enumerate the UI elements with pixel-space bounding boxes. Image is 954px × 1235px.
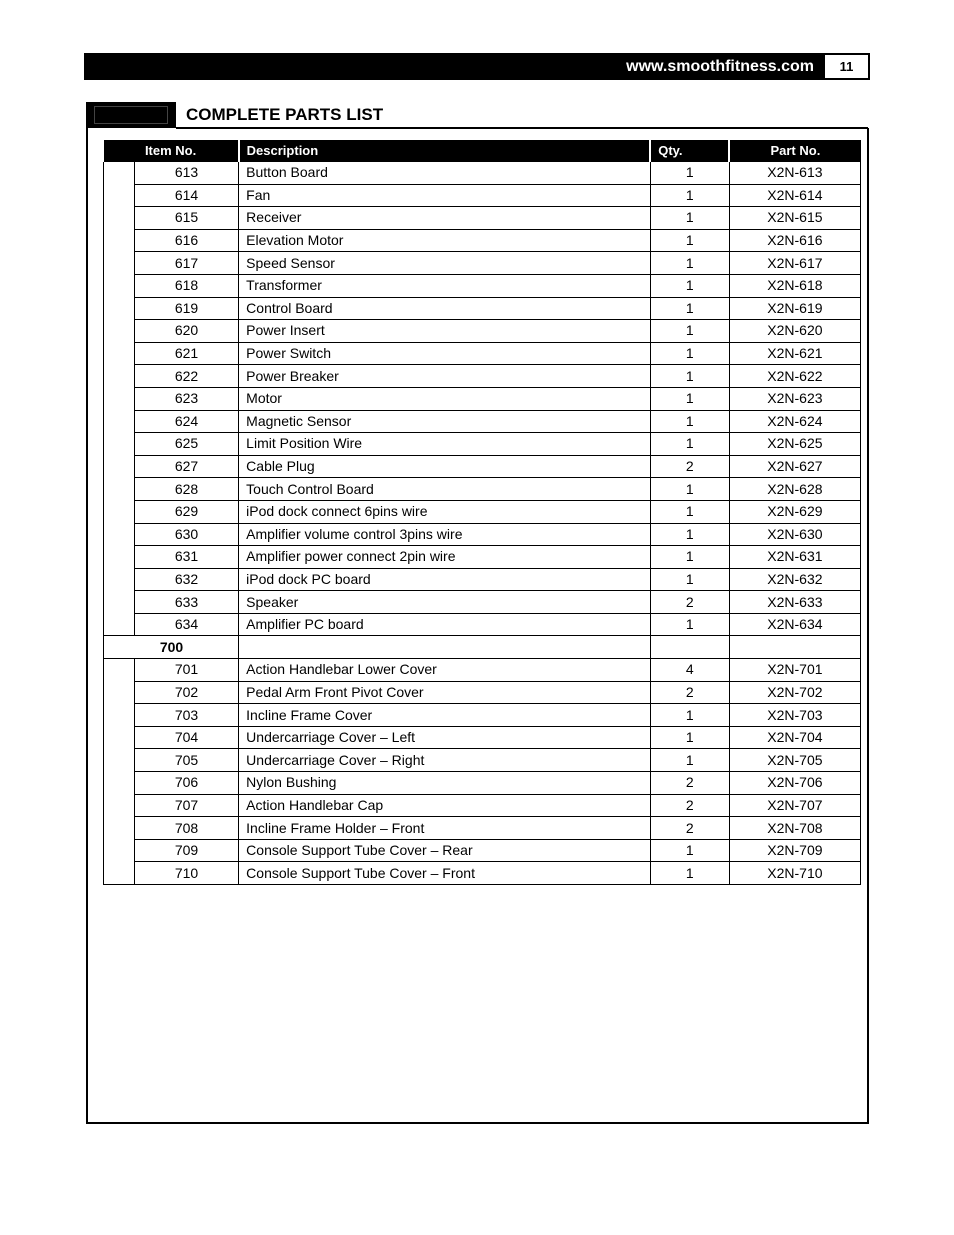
description-cell: Undercarriage Cover – Left bbox=[239, 726, 651, 749]
quantity-cell: 1 bbox=[650, 162, 729, 185]
part-number-cell: X2N-710 bbox=[729, 862, 860, 885]
description-cell: Amplifier volume control 3pins wire bbox=[239, 523, 651, 546]
quantity-cell: 1 bbox=[650, 546, 729, 569]
table-row bbox=[104, 365, 861, 388]
quantity-cell: 1 bbox=[650, 342, 729, 365]
table-row bbox=[104, 455, 861, 478]
part-number-cell: X2N-702 bbox=[729, 681, 860, 704]
quantity-cell: 2 bbox=[650, 817, 729, 840]
description-cell: Console Support Tube Cover – Rear bbox=[239, 839, 651, 862]
part-number-cell: X2N-704 bbox=[729, 726, 860, 749]
item-number-cell: 618 bbox=[135, 274, 239, 297]
indent-cell bbox=[104, 817, 135, 840]
item-number-cell: 631 bbox=[135, 546, 239, 569]
indent-cell bbox=[104, 433, 135, 456]
description-cell: Button Board bbox=[239, 162, 651, 185]
description-cell: iPod dock connect 6pins wire bbox=[239, 500, 651, 523]
quantity-cell: 1 bbox=[650, 410, 729, 433]
description-cell: Magnetic Sensor bbox=[239, 410, 651, 433]
item-number-cell: 708 bbox=[135, 817, 239, 840]
indent-cell bbox=[104, 478, 135, 501]
page-number: 11 bbox=[824, 55, 868, 78]
item-number-cell: 629 bbox=[135, 500, 239, 523]
part-number-cell: X2N-633 bbox=[729, 591, 860, 614]
indent-cell bbox=[104, 274, 135, 297]
table-row bbox=[104, 207, 861, 230]
part-number-cell: X2N-620 bbox=[729, 320, 860, 343]
indent-cell bbox=[104, 749, 135, 772]
indent-cell bbox=[104, 320, 135, 343]
part-number-cell: X2N-708 bbox=[729, 817, 860, 840]
item-number-cell: 613 bbox=[135, 162, 239, 185]
table-row bbox=[104, 568, 861, 591]
part-number-cell: X2N-709 bbox=[729, 839, 860, 862]
quantity-cell: 2 bbox=[650, 794, 729, 817]
quantity-cell: 1 bbox=[650, 320, 729, 343]
part-number-cell: X2N-631 bbox=[729, 546, 860, 569]
quantity-cell: 1 bbox=[650, 184, 729, 207]
quantity-cell: 1 bbox=[650, 568, 729, 591]
table-row bbox=[104, 433, 861, 456]
item-number-cell: 616 bbox=[135, 229, 239, 252]
section-title: COMPLETE PARTS LIST bbox=[186, 105, 384, 124]
group-row bbox=[104, 636, 861, 659]
indent-cell bbox=[104, 365, 135, 388]
item-number-cell: 621 bbox=[135, 342, 239, 365]
item-number-cell: 709 bbox=[135, 839, 239, 862]
description-cell: Nylon Bushing bbox=[239, 772, 651, 795]
item-number-cell: 624 bbox=[135, 410, 239, 433]
table-row bbox=[104, 320, 861, 343]
item-number-cell: 707 bbox=[135, 794, 239, 817]
indent-cell bbox=[104, 252, 135, 275]
item-number-cell: 633 bbox=[135, 591, 239, 614]
item-number-cell: 703 bbox=[135, 704, 239, 727]
indent-cell bbox=[104, 410, 135, 433]
description-cell: Console Support Tube Cover – Front bbox=[239, 862, 651, 885]
part-number-cell: X2N-707 bbox=[729, 794, 860, 817]
description-cell: Pedal Arm Front Pivot Cover bbox=[239, 681, 651, 704]
quantity-cell: 1 bbox=[650, 274, 729, 297]
part-number-cell: X2N-629 bbox=[729, 500, 860, 523]
table-row bbox=[104, 681, 861, 704]
description-cell: Undercarriage Cover – Right bbox=[239, 749, 651, 772]
empty-cell bbox=[239, 636, 651, 659]
indent-cell bbox=[104, 523, 135, 546]
indent-cell bbox=[104, 794, 135, 817]
part-number-cell: X2N-632 bbox=[729, 568, 860, 591]
indent-cell bbox=[104, 704, 135, 727]
indent-cell bbox=[104, 659, 135, 682]
indent-cell bbox=[104, 162, 135, 185]
table-row bbox=[104, 862, 861, 885]
part-number-cell: X2N-619 bbox=[729, 297, 860, 320]
item-number-cell: 630 bbox=[135, 523, 239, 546]
part-number-cell: X2N-615 bbox=[729, 207, 860, 230]
item-number-cell: 701 bbox=[135, 659, 239, 682]
indent-cell bbox=[104, 500, 135, 523]
description-cell: Action Handlebar Cap bbox=[239, 794, 651, 817]
table-row bbox=[104, 387, 861, 410]
part-number-cell: X2N-622 bbox=[729, 365, 860, 388]
description-cell: Amplifier power connect 2pin wire bbox=[239, 546, 651, 569]
part-number-cell: X2N-614 bbox=[729, 184, 860, 207]
table-row bbox=[104, 410, 861, 433]
quantity-cell: 1 bbox=[650, 613, 729, 636]
table-row bbox=[104, 591, 861, 614]
table-row bbox=[104, 726, 861, 749]
description-cell: Speaker bbox=[239, 591, 651, 614]
description-cell: Incline Frame Holder – Front bbox=[239, 817, 651, 840]
description-cell: Cable Plug bbox=[239, 455, 651, 478]
part-number-cell: X2N-623 bbox=[729, 387, 860, 410]
quantity-cell: 2 bbox=[650, 772, 729, 795]
part-number-cell: X2N-624 bbox=[729, 410, 860, 433]
table-row bbox=[104, 184, 861, 207]
table-row bbox=[104, 342, 861, 365]
quantity-cell: 1 bbox=[650, 749, 729, 772]
quantity-cell: 1 bbox=[650, 704, 729, 727]
indent-cell bbox=[104, 681, 135, 704]
indent-cell bbox=[104, 184, 135, 207]
empty-cell bbox=[729, 636, 860, 659]
indent-cell bbox=[104, 772, 135, 795]
indent-cell bbox=[104, 862, 135, 885]
indent-cell bbox=[104, 839, 135, 862]
table-row bbox=[104, 817, 861, 840]
table-row bbox=[104, 772, 861, 795]
group-label: 700 bbox=[104, 636, 239, 659]
indent-cell bbox=[104, 229, 135, 252]
indent-cell bbox=[104, 568, 135, 591]
table-row bbox=[104, 252, 861, 275]
description-cell: Touch Control Board bbox=[239, 478, 651, 501]
item-number-cell: 628 bbox=[135, 478, 239, 501]
part-number-cell: X2N-701 bbox=[729, 659, 860, 682]
indent-cell bbox=[104, 387, 135, 410]
item-number-cell: 634 bbox=[135, 613, 239, 636]
item-number-cell: 622 bbox=[135, 365, 239, 388]
part-number-cell: X2N-628 bbox=[729, 478, 860, 501]
indent-cell bbox=[104, 726, 135, 749]
indent-cell bbox=[104, 342, 135, 365]
table-row bbox=[104, 704, 861, 727]
part-number-cell: X2N-613 bbox=[729, 162, 860, 185]
description-cell: Limit Position Wire bbox=[239, 433, 651, 456]
indent-cell bbox=[104, 591, 135, 614]
column-header-part: Part No. bbox=[729, 140, 860, 162]
item-number-cell: 625 bbox=[135, 433, 239, 456]
item-number-cell: 623 bbox=[135, 387, 239, 410]
table-row bbox=[104, 500, 861, 523]
quantity-cell: 1 bbox=[650, 839, 729, 862]
quantity-cell: 1 bbox=[650, 478, 729, 501]
item-number-cell: 619 bbox=[135, 297, 239, 320]
table-row bbox=[104, 274, 861, 297]
part-number-cell: X2N-621 bbox=[729, 342, 860, 365]
part-number-cell: X2N-703 bbox=[729, 704, 860, 727]
description-cell: Incline Frame Cover bbox=[239, 704, 651, 727]
column-header-item: Item No. bbox=[104, 140, 239, 162]
part-number-cell: X2N-706 bbox=[729, 772, 860, 795]
part-number-cell: X2N-627 bbox=[729, 455, 860, 478]
description-cell: iPod dock PC board bbox=[239, 568, 651, 591]
quantity-cell: 1 bbox=[650, 252, 729, 275]
table-row bbox=[104, 546, 861, 569]
description-cell: Control Board bbox=[239, 297, 651, 320]
table-row bbox=[104, 297, 861, 320]
table-row bbox=[104, 229, 861, 252]
quantity-cell: 2 bbox=[650, 591, 729, 614]
table-row bbox=[104, 839, 861, 862]
table-row bbox=[104, 523, 861, 546]
quantity-cell: 1 bbox=[650, 523, 729, 546]
section-title-tab-inset bbox=[94, 106, 168, 124]
item-number-cell: 615 bbox=[135, 207, 239, 230]
table-row bbox=[104, 749, 861, 772]
item-number-cell: 702 bbox=[135, 681, 239, 704]
table-row bbox=[104, 659, 861, 682]
part-number-cell: X2N-634 bbox=[729, 613, 860, 636]
quantity-cell: 1 bbox=[650, 297, 729, 320]
item-number-cell: 614 bbox=[135, 184, 239, 207]
quantity-cell: 2 bbox=[650, 681, 729, 704]
description-cell: Speed Sensor bbox=[239, 252, 651, 275]
table-row bbox=[104, 478, 861, 501]
quantity-cell: 4 bbox=[650, 659, 729, 682]
item-number-cell: 632 bbox=[135, 568, 239, 591]
quantity-cell: 1 bbox=[650, 726, 729, 749]
table-row bbox=[104, 613, 861, 636]
description-cell: Action Handlebar Lower Cover bbox=[239, 659, 651, 682]
indent-cell bbox=[104, 207, 135, 230]
header-bar bbox=[84, 53, 870, 80]
table-row bbox=[104, 794, 861, 817]
part-number-cell: X2N-617 bbox=[729, 252, 860, 275]
indent-cell bbox=[104, 613, 135, 636]
description-cell: Amplifier PC board bbox=[239, 613, 651, 636]
column-header-description: Description bbox=[239, 140, 651, 162]
indent-cell bbox=[104, 455, 135, 478]
description-cell: Power Switch bbox=[239, 342, 651, 365]
item-number-cell: 617 bbox=[135, 252, 239, 275]
indent-cell bbox=[104, 297, 135, 320]
part-number-cell: X2N-630 bbox=[729, 523, 860, 546]
part-number-cell: X2N-616 bbox=[729, 229, 860, 252]
item-number-cell: 710 bbox=[135, 862, 239, 885]
website-url: www.smoothfitness.com bbox=[626, 58, 814, 75]
part-number-cell: X2N-618 bbox=[729, 274, 860, 297]
quantity-cell: 2 bbox=[650, 455, 729, 478]
quantity-cell: 1 bbox=[650, 207, 729, 230]
column-header-qty: Qty. bbox=[650, 140, 729, 162]
parts-table bbox=[103, 140, 861, 885]
quantity-cell: 1 bbox=[650, 500, 729, 523]
part-number-cell: X2N-705 bbox=[729, 749, 860, 772]
empty-cell bbox=[650, 636, 729, 659]
item-number-cell: 627 bbox=[135, 455, 239, 478]
description-cell: Transformer bbox=[239, 274, 651, 297]
item-number-cell: 704 bbox=[135, 726, 239, 749]
description-cell: Motor bbox=[239, 387, 651, 410]
description-cell: Power Breaker bbox=[239, 365, 651, 388]
quantity-cell: 1 bbox=[650, 387, 729, 410]
indent-cell bbox=[104, 546, 135, 569]
table-row bbox=[104, 162, 861, 185]
description-cell: Power Insert bbox=[239, 320, 651, 343]
quantity-cell: 1 bbox=[650, 229, 729, 252]
description-cell: Elevation Motor bbox=[239, 229, 651, 252]
part-number-cell: X2N-625 bbox=[729, 433, 860, 456]
table-header-row bbox=[104, 140, 861, 162]
item-number-cell: 705 bbox=[135, 749, 239, 772]
quantity-cell: 1 bbox=[650, 433, 729, 456]
quantity-cell: 1 bbox=[650, 862, 729, 885]
description-cell: Fan bbox=[239, 184, 651, 207]
description-cell: Receiver bbox=[239, 207, 651, 230]
item-number-cell: 706 bbox=[135, 772, 239, 795]
item-number-cell: 620 bbox=[135, 320, 239, 343]
quantity-cell: 1 bbox=[650, 365, 729, 388]
